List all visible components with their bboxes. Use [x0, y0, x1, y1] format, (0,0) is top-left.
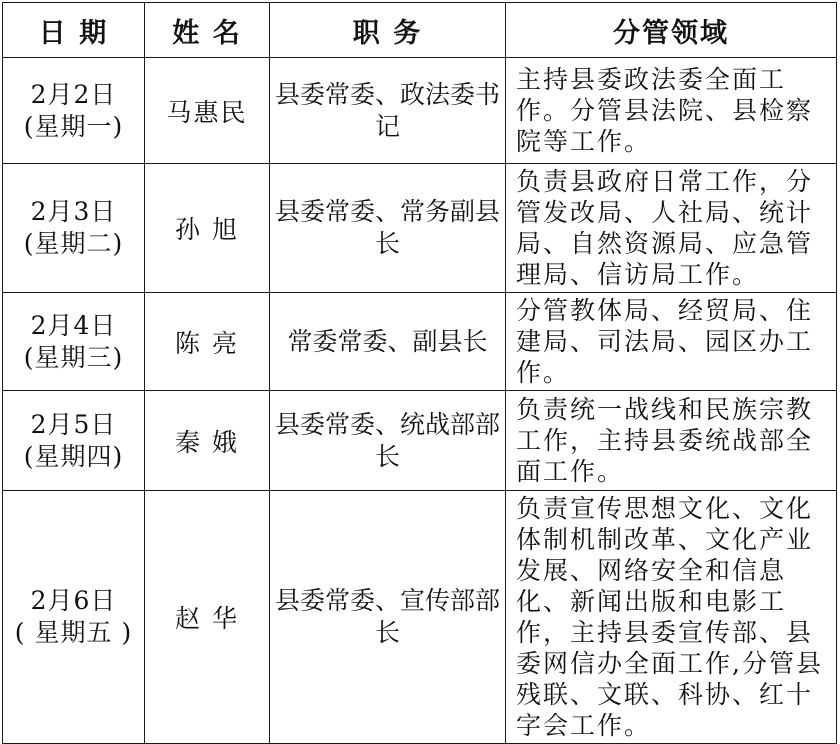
name-cell: 赵 华 — [145, 491, 270, 744]
header-post: 职 务 — [270, 3, 506, 58]
area-cell: 主持县委政法委全面工作。分管县法院、县检察院等工作。 — [506, 58, 837, 164]
date-text: 2月3日 — [30, 197, 117, 226]
date-text: 2月2日 — [30, 79, 117, 109]
post-cell: 县委常委、统战部部长 — [270, 391, 506, 491]
duty-schedule-table — [2, 2, 837, 744]
table-header-row — [3, 3, 837, 58]
area-cell: 负责县政府日常工作，分管发改局、人社局、统计局、自然资源局、应急管理局、信访局工作。 — [506, 164, 837, 293]
area-cell: 负责统一战线和民族宗教工作，主持县委统战部全面工作。 — [506, 391, 837, 491]
name-cell: 马惠民 — [145, 58, 270, 164]
date-cell — [3, 391, 145, 491]
name-cell: 陈 亮 — [145, 293, 270, 391]
weekday-text: ( 星期五 ) — [14, 618, 133, 647]
area-cell: 负责宣传思想文化、文化体制机制改革、文化产业发展、网络安全和信息化、新闻出版和电影工作，主持县委宣传部、县委网信办全面工作,分管县残联、文联、科协、红十字会工作。 — [506, 491, 837, 744]
post-cell: 县委常委、政法委书记 — [270, 58, 506, 164]
table-row — [3, 58, 837, 164]
header-area: 分管领域 — [506, 3, 837, 58]
date-cell — [3, 491, 145, 744]
date-cell — [3, 58, 145, 164]
table-row — [3, 164, 837, 293]
table-row — [3, 293, 837, 391]
date-cell — [3, 293, 145, 391]
name-cell: 秦 娥 — [145, 391, 270, 491]
table-row — [3, 391, 837, 491]
date-text: 2月4日 — [30, 310, 117, 340]
weekday-text: (星期二) — [23, 229, 124, 258]
name-cell: 孙 旭 — [145, 164, 270, 293]
weekday-text: (星期三) — [23, 342, 124, 372]
date-text: 2月6日 — [30, 586, 117, 615]
post-cell: 常委常委、副县长 — [270, 293, 506, 391]
header-date: 日 期 — [3, 3, 145, 58]
area-cell: 分管教体局、经贸局、住建局、司法局、园区办工作。 — [506, 293, 837, 391]
post-cell: 县委常委、宣传部部长 — [270, 491, 506, 744]
weekday-text: (星期一) — [23, 111, 124, 141]
table-row — [3, 491, 837, 744]
weekday-text: (星期四) — [23, 441, 124, 471]
date-cell — [3, 164, 145, 293]
post-cell: 县委常委、常务副县长 — [270, 164, 506, 293]
header-name: 姓 名 — [145, 3, 270, 58]
date-text: 2月5日 — [30, 409, 117, 439]
